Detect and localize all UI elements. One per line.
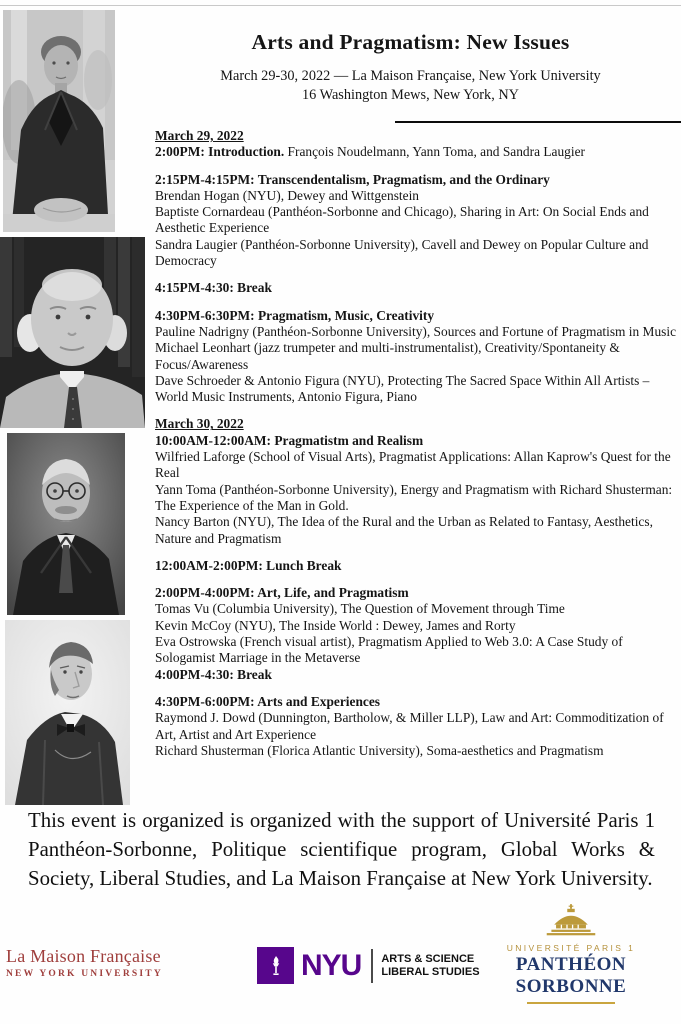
session-item: Sandra Laugier (Panthéon-Sorbonne University), Cavell and Dewey on Popular Culture and Democracy <box>155 236 649 269</box>
support-statement: This event is organized is organized with the support of Université Paris 1 Panthéon-Sorbonne, Politique scientifique program, Global Works & Society, Liberal Studies, and La Maison Française at New York University. <box>28 809 655 890</box>
event-details <box>140 67 681 105</box>
portrait-photo-man-in-robe <box>3 10 115 232</box>
portrait-photo-bald-man <box>0 237 145 428</box>
session-title: 4:30PM-6:30PM: Pragmatism, Music, Creativity <box>155 307 435 323</box>
maison-subline: NEW YORK UNIVERSITY <box>6 969 163 979</box>
header-divider <box>395 121 681 123</box>
portrait-elderly-bald-man-illustration <box>0 237 145 428</box>
portrait-19th-century-man-illustration <box>5 620 130 805</box>
session-title: 4:30PM-6:00PM: Arts and Experiences <box>155 693 380 709</box>
session-item: Eva Ostrowska (French visual artist), Pragmatism Applied to Web 3.0: A Case Study of Sologamist Marriage in the Metaverse <box>155 634 623 666</box>
nyu-logo <box>257 947 480 984</box>
day2-lunch-block <box>155 558 678 574</box>
top-divider <box>0 5 681 6</box>
session-title: 10:00AM-12:00AM: Pragmatistm and Realism <box>155 432 424 448</box>
event-address: 16 Washington Mews, New York, NY <box>301 87 519 103</box>
nyu-torch-icon <box>257 947 294 984</box>
day1-break-block <box>155 280 678 296</box>
portrait-photo-man-with-glasses <box>7 433 125 615</box>
day2-session2-block <box>155 585 678 683</box>
session-item: Nancy Barton (NYU), The Idea of the Rural and the Urban as Related to Fantasy, Aesthetics, Nature and Pragmatism <box>155 514 653 546</box>
maison-wordmark: La Maison Française <box>6 946 161 966</box>
day1-intro-block <box>155 128 678 161</box>
sorbonne-underline <box>527 1002 615 1004</box>
session-item: Raymond J. Dowd (Dunnington, Bartholow, & Miller LLP), Law and Art: Commoditization of Art, Artist and Art Experience <box>155 710 664 742</box>
nyu-dept-line2: LIBERAL STUDIES <box>381 965 480 978</box>
page-title: Arts and Pragmatism: New Issues <box>251 30 570 54</box>
session-item: Brendan Hogan (NYU), Dewey and Wittgenstein <box>155 187 419 203</box>
session-item: Richard Shusterman (Florica Atlantic University), Soma-aesthetics and Pragmatism <box>155 742 604 758</box>
session-line <box>155 144 678 160</box>
portrait-man-in-dark-robe-illustration <box>3 10 115 232</box>
nyu-wordmark: NYU <box>301 948 362 982</box>
session-item: Kevin McCoy (NYU), The Inside World : Dewey, James and Rorty <box>155 617 516 633</box>
session-item: Dave Schroeder & Antonio Figura (NYU), Protecting The Sacred Space Within All Artists – World Music Instruments, Antonio Figura, Piano <box>155 372 650 405</box>
break-title: 4:00PM-4:30: Break <box>155 666 272 682</box>
day1-session2-block <box>155 308 678 406</box>
flyer-header <box>140 30 681 105</box>
break-title: 4:15PM-4:30: Break <box>155 280 272 296</box>
pantheon-dome-icon <box>543 904 599 936</box>
session-item: Baptiste Cornardeau (Panthéon-Sorbonne and Chicago), Sharing in Art: On Social Ends and Aesthetic Experience <box>155 204 649 236</box>
day1-date: March 29, 2022 <box>155 128 244 143</box>
session-speakers: François Noudelmann, Yann Toma, and Sandra Laugier <box>284 144 585 160</box>
session-item: Michael Leonhart (jazz trumpeter and multi-instrumentalist), Creativity/Spontaneity & Focus/Awareness <box>155 340 620 372</box>
session-time: 2:00PM: Introduction. <box>155 144 285 160</box>
nyu-dept-line1: ARTS & SCIENCE <box>381 952 475 965</box>
day2-session3-block <box>155 694 678 759</box>
sorbonne-wordmark: PANTHÉON SORBONNE <box>515 954 627 997</box>
break-title: 12:00AM-2:00PM: Lunch Break <box>155 557 342 573</box>
schedule <box>155 128 678 759</box>
pantheon-sorbonne-logo <box>462 904 680 1004</box>
day2-date: March 30, 2022 <box>155 416 244 432</box>
day1-session1-block <box>155 172 678 270</box>
session-item: Yann Toma (Panthéon-Sorbonne University), Energy and Pragmatism with Richard Shusterman: The Experience of the Man in Gold. <box>155 481 673 513</box>
sorbonne-university-line: UNIVERSITÉ PARIS 1 <box>506 943 636 953</box>
nyu-logo-divider <box>371 949 373 983</box>
day2-session1-block <box>155 416 678 546</box>
portrait-photo-bow-tie-man <box>5 620 130 805</box>
event-date-venue: March 29-30, 2022 — La Maison Française, New York University <box>220 68 601 84</box>
la-maison-francaise-logo <box>6 946 166 979</box>
session-item: Tomas Vu (Columbia University), The Question of Movement through Time <box>155 601 565 617</box>
session-title: 2:15PM-4:15PM: Transcendentalism, Pragmatism, and the Ordinary <box>155 171 550 187</box>
session-item: Pauline Nadrigny (Panthéon-Sorbonne University), Sources and Fortune of Pragmatism in Music <box>155 323 677 339</box>
session-title: 2:00PM-4:00PM: Art, Life, and Pragmatism <box>155 585 409 601</box>
session-item: Wilfried Laforge (School of Visual Arts), Pragmatist Applications: Allan Kaprow's Quest for the Real <box>155 449 671 481</box>
portrait-man-round-glasses-illustration <box>7 433 125 615</box>
